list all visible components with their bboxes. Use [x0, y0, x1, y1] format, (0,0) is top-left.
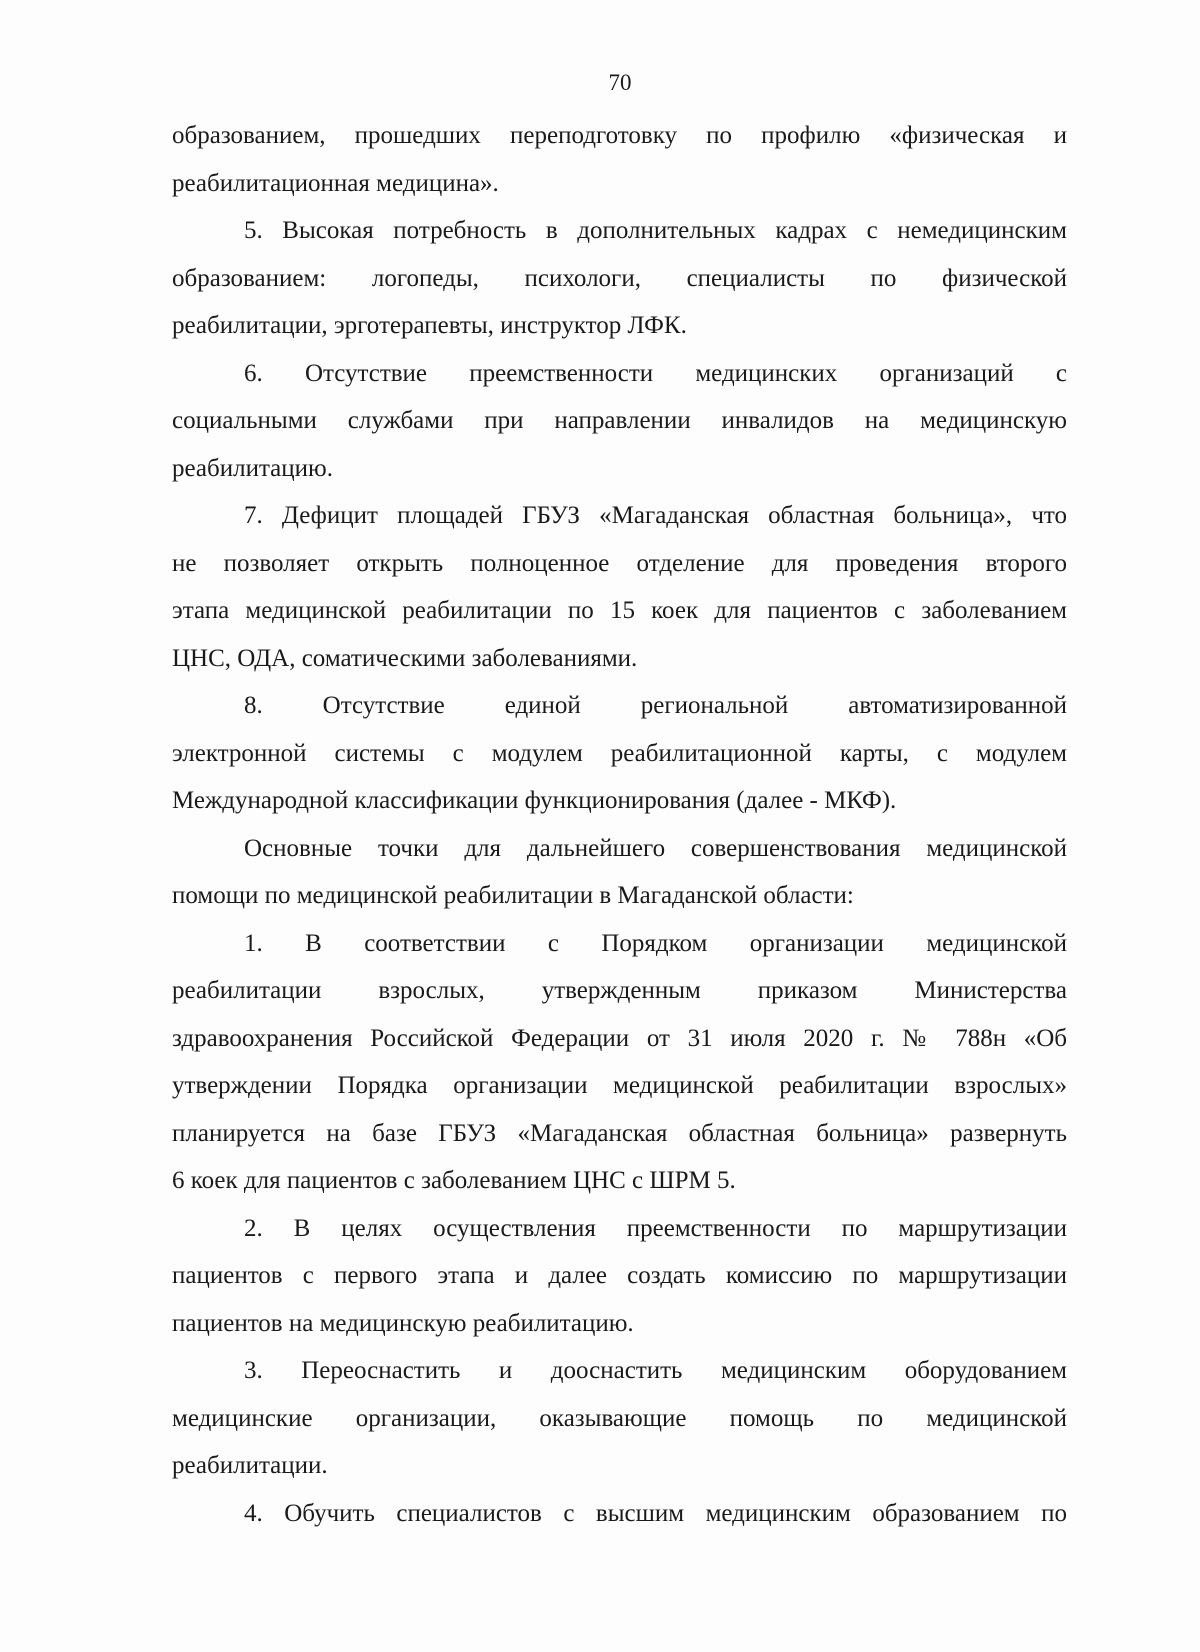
paragraph-point-1 — [172, 920, 1067, 1205]
text-line: 6 коек для пациентов с заболеванием ЦНС с ШРМ 5. — [172, 1167, 736, 1194]
paragraph-point-3 — [172, 1347, 1067, 1490]
text-line: пациентов на медицинскую реабилитацию. — [172, 1309, 634, 1337]
paragraph-item-7 — [172, 492, 1067, 682]
text-line: помощи по медицинской реабилитации в Магаданской области: — [172, 882, 854, 909]
text-line: социальными службами при направлении инвалидов на медицинскую — [172, 407, 1067, 434]
text-line: Основные точки для дальнейшего совершенствования медицинской — [244, 834, 1067, 862]
text-line: медицинские организации, оказывающие помощь по медицинской — [172, 1404, 1067, 1432]
text-line: 4. Обучить специалистов с высшим медицинским образованием по — [244, 1499, 1067, 1527]
text-line: 8. Отсутствие единой региональной автоматизированной — [244, 692, 1067, 719]
text-line: реабилитации взрослых, утвержденным приказом Министерства — [172, 977, 1067, 1004]
text-line: 5. Высокая потребность в дополнительных кадрах с немедицинским — [244, 217, 1067, 244]
text-line: реабилитационная медицина». — [172, 169, 499, 197]
text-line: образованием: логопеды, психологи, специалисты по физической — [172, 264, 1067, 292]
page-number: 70 — [608, 70, 632, 95]
text-line: этапа медицинской реабилитации по 15 коек для пациентов с заболеванием — [172, 597, 1067, 624]
text-line: планируется на базе ГБУЗ «Магаданская областная больница» развернуть — [172, 1119, 1067, 1147]
text-line: 2. В целях осуществления преемственности по маршрутизации — [244, 1214, 1067, 1242]
text-line: реабилитации. — [172, 1452, 328, 1479]
text-line: реабилитации, эрготерапевты, инструктор ЛФК. — [172, 312, 687, 339]
text-line: образованием, прошедших переподготовку по профилю «физическая и — [172, 122, 1067, 149]
paragraph-item-8 — [172, 682, 1067, 825]
paragraph-point-2 — [172, 1205, 1067, 1348]
paragraph-main-points-intro — [172, 825, 1067, 920]
paragraph-point-4 — [172, 1490, 1067, 1538]
paragraph-continuation — [172, 112, 1067, 207]
text-line: реабилитацию. — [172, 454, 333, 482]
text-line: электронной системы с модулем реабилитационной карты, с модулем — [172, 739, 1067, 767]
text-line: пациентов с первого этапа и далее создать комиссию по маршрутизации — [172, 1262, 1067, 1289]
text-line: 6. Отсутствие преемственности медицинских организаций с — [244, 359, 1067, 387]
text-line: Международной классификации функционирования (далее - МКФ). — [172, 787, 897, 814]
text-line: 7. Дефицит площадей ГБУЗ «Магаданская областная больница», что — [244, 502, 1067, 529]
text-line: здравоохранения Российской Федерации от 31 июля 2020 г. № 788н «Об — [172, 1024, 1067, 1052]
text-line: 1. В соответствии с Порядком организации медицинской — [244, 929, 1067, 957]
document-body — [172, 112, 1067, 1537]
paragraph-item-6 — [172, 350, 1067, 493]
text-line: утверждении Порядка организации медицинской реабилитации взрослых» — [172, 1072, 1067, 1099]
text-line: ЦНС, ОДА, соматическими заболеваниями. — [172, 644, 638, 672]
text-line: не позволяет открыть полноценное отделение для проведения второго — [172, 549, 1067, 577]
paragraph-item-5 — [172, 207, 1067, 350]
text-line: 3. Переоснастить и дооснастить медицинским оборудованием — [244, 1357, 1067, 1384]
